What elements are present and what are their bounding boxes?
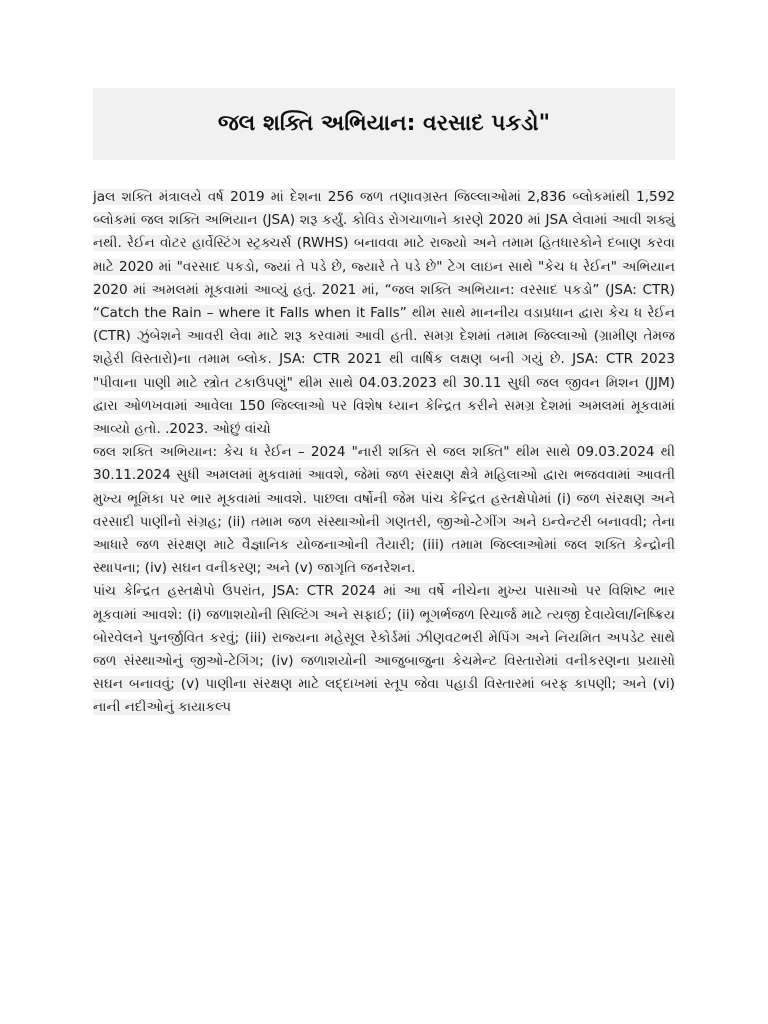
paragraph-1-text: jaલ શક્તિ મંત્રાલયે વર્ષ 2019 માં દેશના 256 જળ તણાવગ્રસ્ત જિલ્લાઓમાં 2,836 બ્લોકમાંથી 1,592 બ્લોકમાં જલ શક્તિ અભિયાન (JSA) શરૂ કર્યું. કોવિડ રોગચાળાને કારણે 2020 માં JSA લેવામાં આવી શક્યું નથી. રેઈન વોટર હાર્વેસ્ટિંગ સ્ટ્રક્ચર્સ (RWHS) બનાવવા માટે રાજ્યો અને તમામ હિતધારકોને દબાણ કરવા માટે 2020 માં "વરસાદ પકડો, જ્યાં તે પડે છે, જ્યારે તે પડે છે" ટેગ લાઇન સાથે "કેચ ધ રેઈન" અભિયાન 2020 માં અમલમાં મૂકવામાં આવ્યું હતું. 2021 માં, “જલ શક્તિ અભિયાન: વરસાદ પકડો” (JSA: CTR) “Catch the Rain – where it Falls when it Falls” થીમ સાથે માનનીય વડાપ્રધાન દ્વારા કેચ ધ રેઈન (CTR) ઝુંબેશને આવરી લેવા માટે શરૂ કરવામાં આવી હતી. સમગ્ર દેશમાં તમામ જિલ્લાઓ (ગ્રામીણ તેમજ શહેરી વિસ્તારો)ના તમામ બ્લોક. JSA: CTR 2021 થી વાર્ષિક લક્ષણ બની ગયું છે. JSA: CTR 2023 "પીવાના પાણી માટે સ્ત્રોત ટકાઉપણું" થીમ સાથે 04.03.2023 થી 30.11 સુધી જલ જીવન મિશન (JJM) દ્વારા ઓળખવામાં આવેલા 150 જિલ્લાઓ પર વિશેષ ધ્યાન કેન્દ્રિત કરીને સમગ્ર દેશમાં અમલમાં મૂકવામાં આવ્યો હતો. .2023. ઓછું વાંચો <box>93 189 675 438</box>
paragraph-3 <box>93 580 675 719</box>
paragraph-2 <box>93 441 675 580</box>
paragraph-1 <box>93 186 675 441</box>
title-banner <box>93 88 675 160</box>
article-body <box>93 186 675 720</box>
paragraph-2-text: જલ શક્તિ અભિયાન: કેચ ધ રેઈન – 2024 "નારી શક્તિ સે જલ શક્તિ" થીમ સાથે 09.03.2024 થી 30.11.2024 સુધી અમલમાં મુકવામાં આવશે, જેમાં જળ સંરક્ષણ ક્ષેત્રે મહિલાઓ દ્વારા ભજવવામાં આવતી મુખ્ય ભૂમિકા પર ભાર મૂકવામાં આવશે. પાછલા વર્ષોની જેમ પાંચ કેન્દ્રિત હસ્તક્ષેપોમાં (i) જળ સંરક્ષણ અને વરસાદી પાણીનો સંગ્રહ; (ii) તમામ જળ સંસ્થાઓની ગણતરી, જીઓ-ટેગીંગ અને ઇન્વેન્ટરી બનાવવી; તેના આધારે જળ સંરક્ષણ માટે વૈજ્ઞાનિક યોજનાઓની તૈયારી; (iii) તમામ જિલ્લાઓમાં જલ શક્તિ કેન્દ્રોની સ્થાપના; (iv) સઘન વનીકરણ; અને (v) જાગૃતિ જનરેશન. <box>93 444 675 577</box>
paragraph-3-text: પાંચ કેન્દ્રિત હસ્તક્ષેપો ઉપરાંત, JSA: CTR 2024 માં આ વર્ષે નીચેના મુખ્ય પાસાઓ પર વિશિષ્ટ ભાર મૂકવામાં આવશે: (i) જળાશયોની સિલ્ટિંગ અને સફાઈ; (ii) ભૂગર્ભજળ રિચાર્જ માટે ત્યજી દેવાયેલા/નિષ્ક્રિય બોરવેલને પુનર્જીવિત કરવું; (iii) રાજ્યના મહેસૂલ રેકોર્ડમાં ઝીણવટભરી મેપિંગ અને નિયમિત અપડેટ સાથે જળ સંસ્થાઓનું જીઓ-ટેગિંગ; (iv) જળાશયોની આજુબાજુના કેચમેન્ટ વિસ્તારોમાં વનીકરણના પ્રયાસો સઘન બનાવવું; (v) પાણીના સંરક્ષણ માટે લદ્દાખમાં સ્તૂપ જેવા પહાડી વિસ્તારમાં બરફ કાપણી; અને (vi) નાની નદીઓનું કાયાકલ્પ <box>93 583 675 716</box>
page-title: જલ શક્તિ અભિયાન: વરસાદ પકડો" <box>217 110 551 136</box>
